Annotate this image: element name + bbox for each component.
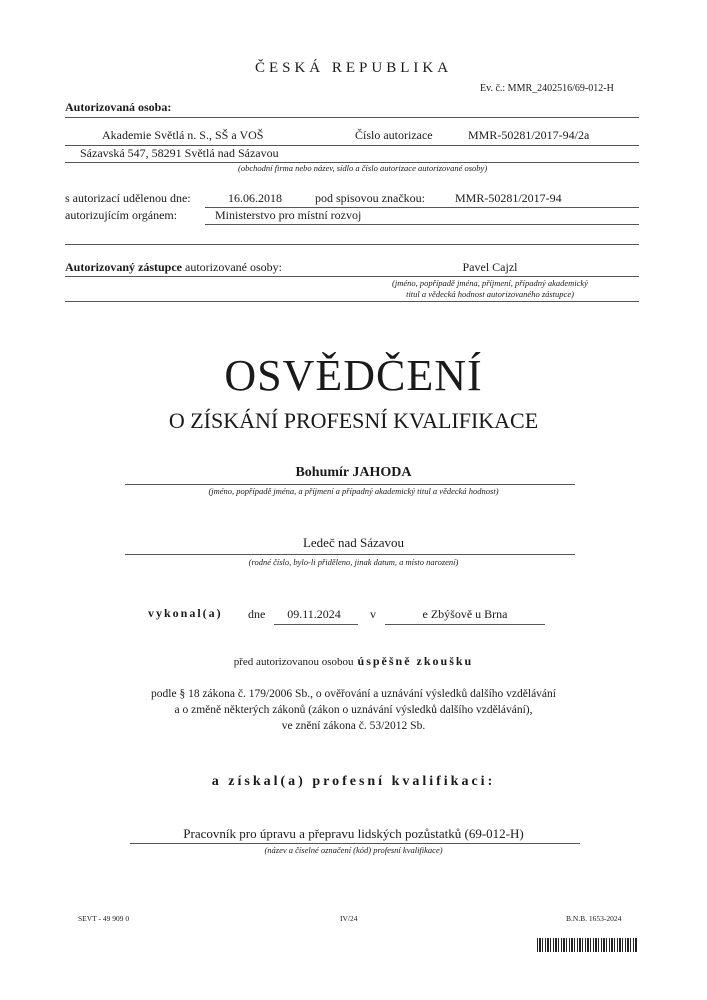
country-heading: ČESKÁ REPUBLIKA (254, 60, 453, 76)
representative-label-bold: Autorizovaný zástupce (65, 260, 182, 274)
representative-caption-2: titul a vědecká hodnost autorizovaného zástupce) (406, 289, 574, 299)
representative-line (65, 276, 639, 277)
authorized-person-address: Sázavská 547, 58291 Světlá nad Sázavou (80, 146, 279, 160)
qualification-caption: (název a číselné označení (kód) profesní kvalifikace) (264, 845, 443, 855)
granted-label: s autorizací udělenou dne: (65, 191, 191, 205)
holder-name: Bohumír JAHODA (295, 465, 412, 480)
authorizing-body-label: autorizujícím orgánem: (65, 208, 178, 222)
law-line-1: podle § 18 zákona č. 179/2006 Sb., o ověřování a uznávání výsledků dalšího vzdělávání (151, 688, 556, 700)
representative-label (65, 260, 282, 275)
certificate-title: OSVĚDČENÍ (224, 351, 483, 400)
certificate-subtitle: O ZÍSKÁNÍ PROFESNÍ KVALIFIKACE (168, 408, 539, 433)
authorized-person-name: Akademie Světlá n. S., SŠ a VOŠ (102, 128, 264, 142)
exam-place-line (385, 624, 545, 625)
evidence-number: Ev. č.: MMR_2402516/69-012-H (480, 83, 614, 94)
representative-caption-1: (jméno, popřípadě jména, příjmení, případný akademický (392, 278, 588, 288)
footer-middle: IV/24 (340, 914, 358, 923)
qualification-name: Pracovník pro úpravu a přepravu lidských pozůstatků (69-012-H) (183, 826, 524, 841)
representative-name: Pavel Cajzl (462, 260, 518, 274)
representative-bottom-line (65, 301, 639, 302)
holder-name-line (125, 484, 575, 485)
exam-date: 09.11.2024 (287, 607, 341, 621)
law-line-2: a o změně některých zákonů (zákon o uznávání výsledků dalšího vzdělávání), (174, 704, 533, 716)
exam-place: e Zbýšově u Brna (422, 607, 508, 621)
representative-label-rest: autorizované osoby: (185, 260, 282, 274)
footer-left: SEVT - 49 909 0 (78, 914, 130, 923)
authorization-number: MMR-50281/2017-94/2a (468, 128, 590, 142)
exam-result: úspěšně zkoušku (357, 654, 474, 668)
authorized-person-label: Autorizovaná osoba: (65, 100, 172, 114)
law-line-3: ve znění zákona č. 53/2012 Sb. (281, 720, 426, 732)
holder-birthplace: Ledeč nad Sázavou (302, 535, 405, 550)
holder-name-caption: (jméno, popřípadě jména, a příjmení a případný akademický titul a vědecká hodnost) (208, 486, 499, 496)
file-number-label: pod spisovou značkou: (315, 191, 425, 205)
acquired-text: a získal(a) profesní kvalifikaci: (211, 774, 496, 789)
exam-date-line (274, 624, 358, 625)
barcode (537, 938, 637, 952)
authorization-number-label: Číslo autorizace (355, 128, 433, 142)
birthplace-line (125, 554, 575, 555)
birthplace-caption: (rodné číslo, bylo-li přiděleno, jinak datum, a místo narození) (248, 557, 459, 567)
body-line (205, 224, 639, 225)
authorized-person-line (65, 117, 639, 118)
granted-date: 16.06.2018 (228, 191, 282, 205)
exam-result-line (0, 652, 707, 670)
performed-label: vykonal(a) (148, 606, 223, 620)
footer-right: B.N.B. 1653-2024 (566, 914, 622, 923)
blank-line (65, 244, 639, 245)
qualification-line (130, 843, 580, 844)
before-text: před autorizovanou osobou (233, 656, 354, 668)
exam-place-label: v (370, 607, 376, 621)
file-number: MMR-50281/2017-94 (455, 191, 562, 205)
exam-date-label: dne (248, 607, 266, 621)
authorized-person-caption: (obchodní firma nebo název, sídlo a číslo autorizace autorizované osoby) (238, 163, 488, 173)
authorizing-body: Ministerstvo pro místní rozvoj (215, 208, 362, 222)
